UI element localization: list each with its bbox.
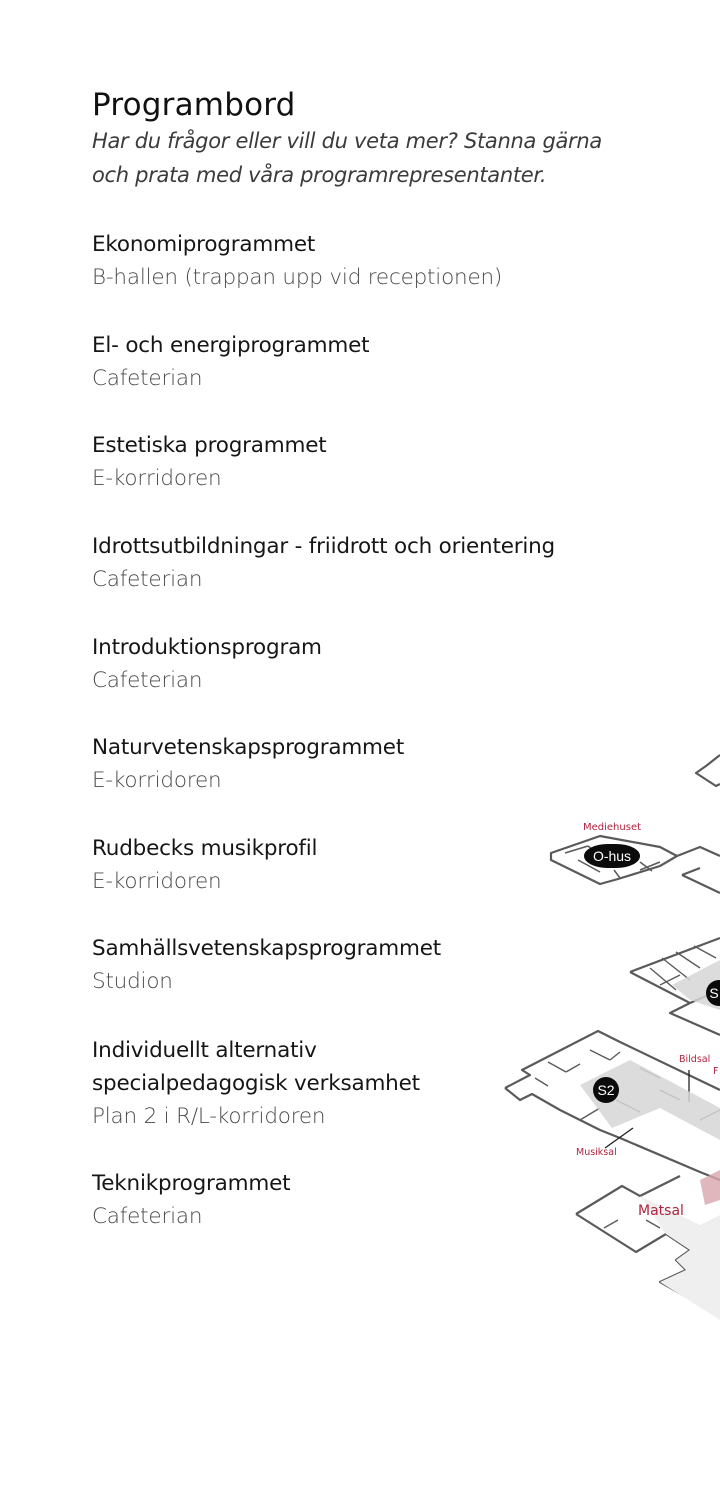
building-badge-s-partial: S [706,980,720,1006]
program-item [92,530,612,596]
page-title: Programbord [92,87,296,123]
map-label-f-partial: F [713,1066,719,1077]
program-item [92,429,612,495]
program-name: Idrottsutbildningar - friidrott och orientering [92,534,556,559]
program-name: Introduktionsprogram [92,635,322,660]
program-name: Rudbecks musikprofil [92,836,318,861]
program-location: Cafeterian [92,1204,203,1229]
program-name: El- och energiprogrammet [92,333,370,358]
program-location: E-korridoren [92,869,222,894]
building-badge-o-hus: O-hus [584,844,640,868]
program-name: Samhällsvetenskapsprogrammet [92,936,442,961]
program-location: Plan 2 i R/L-korridoren [92,1104,326,1129]
program-name: Teknikprogrammet [92,1171,291,1196]
program-name: Naturvetenskapsprogrammet [92,735,405,760]
program-location: Cafeterian [92,668,203,693]
program-name: Ekonomiprogrammet [92,232,316,257]
map-label-musiksal: Musiksal [576,1147,617,1158]
subtitle-line-2: och prata med våra programrepresentanter. [92,163,547,187]
map-label-bildsal: Bildsal [679,1054,711,1065]
map-label-matsal: Matsal [638,1203,684,1219]
floor-plan-map [480,740,720,1320]
map-label-mediehuset: Mediehuset [583,822,642,833]
program-name-line-2: specialpedagogisk verksamhet [92,1071,420,1096]
program-item [92,329,612,395]
building-badge-s2: S2 [593,1077,619,1103]
program-name-line-1: Individuellt alternativ [92,1038,317,1063]
subtitle-line-1: Har du frågor eller vill du veta mer? Stanna gärna [92,129,602,153]
program-location: Cafeterian [92,366,203,391]
header [92,86,632,192]
program-location: E-korridoren [92,768,222,793]
program-item [92,631,612,697]
program-item [92,228,612,294]
program-location: Studion [92,969,173,994]
program-location: E-korridoren [92,466,222,491]
program-location: B-hallen (trappan upp vid receptionen) [92,265,503,290]
program-location: Cafeterian [92,567,203,592]
program-name: Estetiska programmet [92,433,327,458]
